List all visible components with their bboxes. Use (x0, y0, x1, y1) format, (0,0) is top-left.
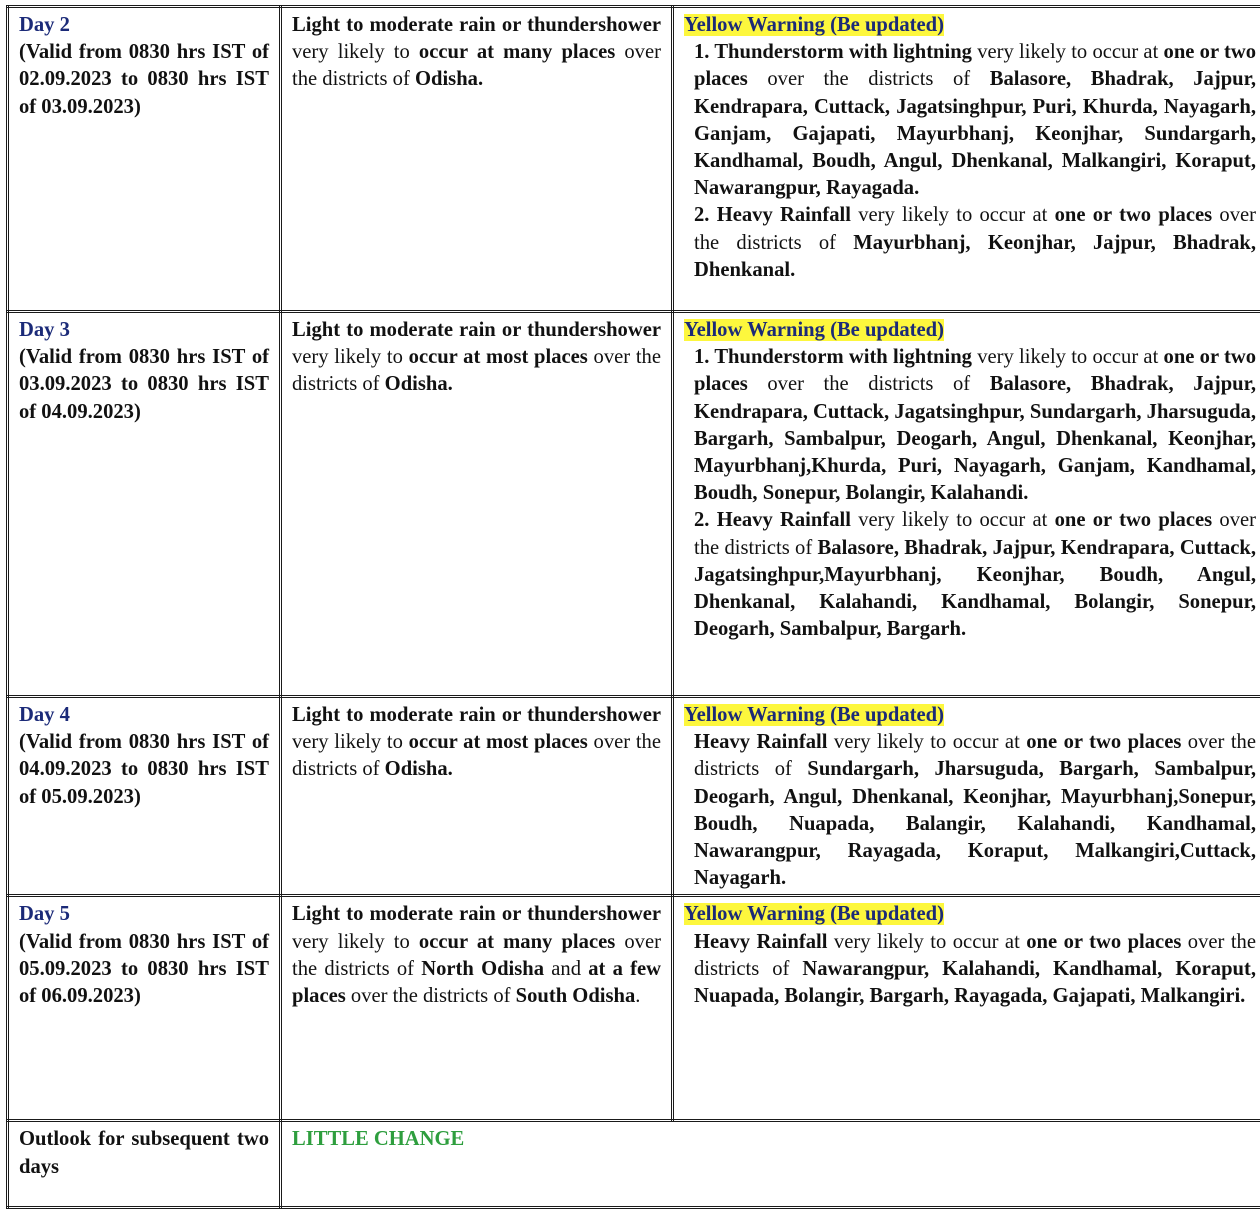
forecast-text: North Odisha (421, 957, 545, 980)
forecast-text: Odisha. (414, 68, 484, 91)
warning-cell (673, 7, 1260, 312)
warning-body (684, 929, 1256, 1011)
warning-extent: one or two places (1054, 204, 1213, 227)
day-label: Day 3 (19, 319, 70, 341)
forecast-cell (281, 896, 673, 1121)
warning-extent: one or two places (694, 41, 1257, 91)
yellow-warning-label: Yellow Warning (Be updated) (684, 319, 944, 341)
day-label: Day 2 (19, 14, 70, 36)
warning-item (694, 202, 1256, 284)
forecast-text: occur at many places (418, 930, 616, 953)
forecast-row-day-5 (8, 896, 1260, 1121)
forecast-text: Light to moderate rain or thundershower (292, 704, 661, 726)
warning-phenomenon: 1. Thunderstorm with lightning (694, 346, 972, 369)
forecast-text: occur at most places (408, 346, 588, 369)
warning-text: over the districts of (747, 373, 990, 396)
day-label: Day 5 (19, 903, 70, 926)
warning-districts: Balasore, Bhadrak, Jajpur, Kendrapara, Cuttack, Jagatsinghpur,Mayurbhanj, Keonjhar, Boudh, Angul, Dhenkanal, Kalahandi, Kandhamal, Bolangir, Sonepur, Deogarh, Sambalpur, Bargarh. (694, 536, 1256, 641)
warning-body (684, 344, 1256, 643)
warning-phenomenon: 2. Heavy Rainfall (694, 204, 851, 227)
warning-extent: one or two places (1026, 930, 1182, 953)
forecast-text: Odisha. (384, 758, 453, 781)
forecast-cell (281, 312, 673, 697)
warning-item (694, 507, 1256, 643)
forecast-text: over the districts of (292, 346, 661, 396)
yellow-warning-label: Yellow Warning (Be updated) (684, 704, 944, 726)
warning-text: over the districts of (694, 509, 1256, 559)
forecast-text: Light to moderate rain or thundershower (292, 14, 661, 36)
warning-text: over the districts of (694, 731, 1256, 781)
warning-text: very likely to occur at (827, 930, 1027, 953)
warning-body (684, 729, 1256, 892)
forecast-text: very likely to (292, 346, 409, 369)
forecast-row-day-2 (8, 7, 1260, 312)
validity-period: (Valid from 0830 hrs IST of 02.09.2023 to 0830 hrs IST of 03.09.2023) (19, 41, 269, 118)
warning-text: over the districts of (694, 930, 1256, 980)
yellow-warning-label: Yellow Warning (Be updated) (684, 14, 944, 36)
forecast-text: over the districts of (292, 41, 661, 91)
validity-period: (Valid from 0830 hrs IST of 04.09.2023 to 0830 hrs IST of 05.09.2023) (19, 731, 269, 808)
forecast-row-day-4 (8, 697, 1260, 896)
warning-districts: Nawarangpur, Kalahandi, Kandhamal, Koraput, Nuapada, Bolangir, Bargarh, Rayagada, Gajapati, Malkangiri. (694, 957, 1256, 1008)
forecast-text: . (635, 985, 641, 1008)
forecast-text: very likely to (292, 930, 419, 953)
warning-item (694, 929, 1256, 1011)
forecast-text: very likely to (292, 41, 419, 64)
forecast-text: Light to moderate rain or thundershower (292, 319, 661, 341)
yellow-warning-label: Yellow Warning (Be updated) (684, 903, 944, 926)
forecast-text: very likely to (292, 731, 409, 754)
day-cell (8, 312, 281, 697)
warning-item (694, 344, 1256, 507)
warning-text: over the districts of (747, 68, 990, 91)
forecast-text: occur at most places (408, 731, 588, 754)
forecast-cell (281, 697, 673, 896)
day-cell (8, 7, 281, 312)
warning-extent: one or two places (1026, 731, 1182, 754)
forecast-text: Light to moderate rain or thundershower (292, 903, 661, 926)
warning-cell (673, 896, 1260, 1121)
forecast-text: over the districts of (345, 985, 516, 1008)
warning-text: very likely to occur at (850, 509, 1055, 532)
warning-item (694, 729, 1256, 892)
forecast-text: over the districts of (292, 731, 661, 781)
outlook-value: LITTLE CHANGE (281, 1121, 1260, 1208)
warning-phenomenon: Heavy Rainfall (694, 731, 828, 754)
warning-item (694, 39, 1256, 202)
warning-text: very likely to occur at (827, 731, 1027, 754)
forecast-table (6, 5, 1260, 1209)
day-cell (8, 697, 281, 896)
outlook-label: Outlook for subsequent two days (8, 1121, 281, 1208)
warning-phenomenon: Heavy Rainfall (694, 930, 828, 953)
forecast-text: occur at many places (418, 41, 616, 64)
warning-text: very likely to occur at (971, 346, 1164, 369)
forecast-row-day-3 (8, 312, 1260, 697)
day-cell (8, 896, 281, 1121)
validity-period: (Valid from 0830 hrs IST of 05.09.2023 to 0830 hrs IST of 06.09.2023) (19, 930, 269, 1008)
warning-text: very likely to occur at (971, 41, 1164, 64)
forecast-text: at a few places (292, 957, 661, 1008)
forecast-text: Odisha. (384, 373, 453, 396)
warning-phenomenon: 1. Thunderstorm with lightning (694, 41, 972, 64)
forecast-text: and (544, 957, 589, 980)
warning-text: over the districts of (694, 204, 1256, 254)
warning-districts: Mayurbhanj, Keonjhar, Jajpur, Bhadrak, Dhenkanal. (694, 231, 1256, 281)
forecast-text: South Odisha (515, 985, 636, 1008)
warning-cell (673, 697, 1260, 896)
warning-extent: one or two places (694, 346, 1257, 396)
forecast-text: over the districts of (292, 930, 661, 980)
warning-districts: Sundargarh, Jharsuguda, Bargarh, Sambalpur, Deogarh, Angul, Dhenkanal, Keonjhar, Mayurbhanj,Sonepur, Boudh, Nuapada, Balangir, Kalahandi, Kandhamal, Nawarangpur, Rayagada, Koraput, Malkangiri,Cuttack, Nayagarh. (694, 758, 1256, 890)
warning-districts: Balasore, Bhadrak, Jajpur, Kendrapara, Cuttack, Jagatsinghpur, Sundargarh, Jharsuguda, Bargarh, Sambalpur, Deogarh, Angul, Dhenkanal, Keonjhar, Mayurbhanj,Khurda, Puri, Nayagarh, Ganjam, Kandhamal, Boudh, Sonepur, Bolangir, Kalahandi. (694, 373, 1256, 505)
validity-period: (Valid from 0830 hrs IST of 03.09.2023 to 0830 hrs IST of 04.09.2023) (19, 346, 269, 423)
warning-phenomenon: 2. Heavy Rainfall (694, 509, 851, 532)
warning-extent: one or two places (1054, 509, 1213, 532)
warning-body (684, 39, 1256, 284)
forecast-cell (281, 7, 673, 312)
warning-districts: Balasore, Bhadrak, Jajpur, Kendrapara, Cuttack, Jagatsinghpur, Puri, Khurda, Nayagarh, Ganjam, Gajapati, Mayurbhanj, Keonjhar, Sundargarh, Kandhamal, Boudh, Angul, Dhenkanal, Malkangiri, Koraput, Nawarangpur, Rayagada. (694, 68, 1256, 200)
day-label: Day 4 (19, 704, 70, 726)
warning-cell (673, 312, 1260, 697)
warning-text: very likely to occur at (850, 204, 1055, 227)
outlook-row (8, 1121, 1260, 1208)
